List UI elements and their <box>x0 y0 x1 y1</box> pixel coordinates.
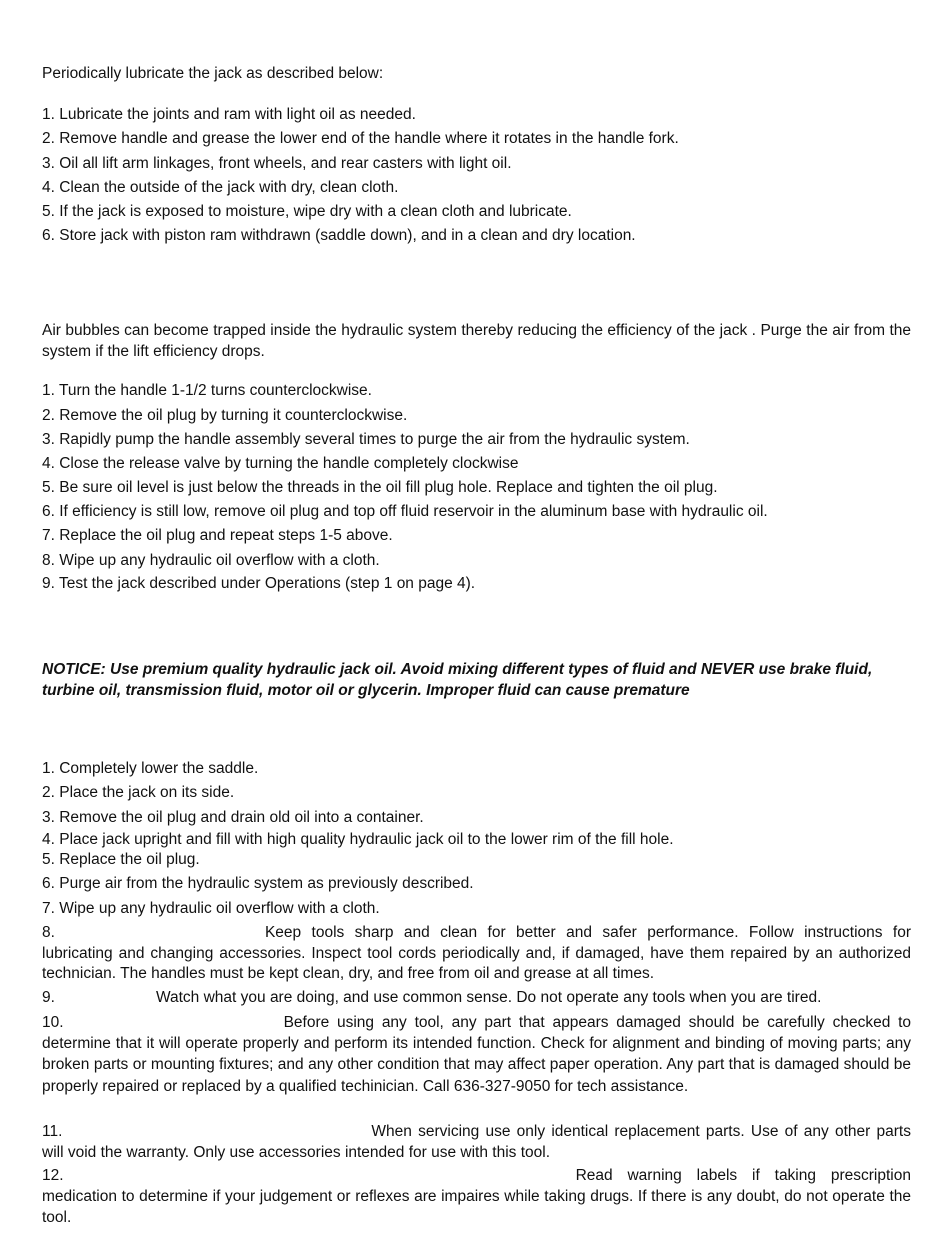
purge-step: 1. Turn the handle 1-1/2 turns counterclockwise. <box>42 382 372 399</box>
oil-change-step: 5. Replace the oil plug. <box>42 851 200 868</box>
lubrication-step: 1. Lubricate the joints and ram with light oil as needed. <box>42 106 416 123</box>
purge-step: 5. Be sure oil level is just below the threads in the oil fill plug hole. Replace and tighten the oil plug. <box>42 479 718 496</box>
purge-step: 6. If efficiency is still low, remove oil plug and top off fluid reservoir in the aluminum base with hydraulic oil. <box>42 503 768 520</box>
purge-step: 7. Replace the oil plug and repeat steps 1-5 above. <box>42 527 393 544</box>
safety-item-10 <box>42 1012 911 1097</box>
notice-text: NOTICE: Use premium quality hydraulic jack oil. Avoid mixing different types of fluid and NEVER use brake fluid, turbine oil, transmission fluid, motor oil or glycerin. Improper fluid can cause premature <box>42 661 873 699</box>
oil-change-step: 7. Wipe up any hydraulic oil overflow with a cloth. <box>42 900 380 917</box>
lubrication-step: 5. If the jack is exposed to moisture, wipe dry with a clean cloth and lubricate. <box>42 203 572 220</box>
safety-item-12 <box>42 1165 911 1228</box>
item-text: Read warning labels if taking prescription medication to determine if your judgement or reflexes are impaires while taking drugs. If there is any doubt, do not operate the tool. <box>42 1167 911 1226</box>
item-number: 8. <box>42 924 55 941</box>
lubrication-step: 4. Clean the outside of the jack with dry, clean cloth. <box>42 179 399 196</box>
oil-change-step: 1. Completely lower the saddle. <box>42 760 259 777</box>
oil-change-step: 6. Purge air from the hydraulic system as previously described. <box>42 875 474 892</box>
item-text: Watch what you are doing, and use common sense. Do not operate any tools when you are tired. <box>155 989 822 1006</box>
oil-change-step: 4. Place jack upright and fill with high quality hydraulic jack oil to the lower rim of the fill hole. <box>42 831 674 848</box>
purge-intro: Air bubbles can become trapped inside the hydraulic system thereby reducing the efficiency of the jack . Purge the air from the system if the lift efficiency drops. <box>42 322 911 360</box>
item-number: 9. <box>42 989 55 1006</box>
lubrication-intro: Periodically lubricate the jack as described below: <box>42 65 384 82</box>
item-text: When servicing use only identical replacement parts. Use of any other parts will void the warranty. Only use accessories intended for use with this tool. <box>42 1123 911 1161</box>
oil-change-step: 3. Remove the oil plug and drain old oil into a container. <box>42 809 424 826</box>
purge-step: 9. Test the jack described under Operations (step 1 on page 4). <box>42 575 476 592</box>
purge-step: 2. Remove the oil plug by turning it counterclockwise. <box>42 407 408 424</box>
item-number: 10. <box>42 1014 64 1031</box>
safety-item-9 <box>42 988 911 1008</box>
purge-step: 4. Close the release valve by turning the handle completely clockwise <box>42 455 519 472</box>
item-number: 12. <box>42 1167 64 1184</box>
safety-item-8 <box>42 923 911 985</box>
purge-step: 8. Wipe up any hydraulic oil overflow with a cloth. <box>42 552 380 569</box>
purge-step: 3. Rapidly pump the handle assembly several times to purge the air from the hydraulic system. <box>42 431 690 448</box>
lubrication-step: 3. Oil all lift arm linkages, front wheels, and rear casters with light oil. <box>42 155 512 172</box>
item-text: Keep tools sharp and clean for better and safer performance. Follow instructions for lubricating and changing accessories. Inspect tool cords periodically and, if damaged, have them repaired by an authorized technician. The handles must be kept clean, dry, and free from oil and grease at all times. <box>42 924 911 982</box>
oil-change-step: 2. Place the jack on its side. <box>42 784 235 801</box>
item-number: 11. <box>42 1123 63 1140</box>
lubrication-step: 6. Store jack with piston ram withdrawn (saddle down), and in a clean and dry location. <box>42 227 636 244</box>
safety-item-11 <box>42 1121 911 1163</box>
lubrication-step: 2. Remove handle and grease the lower end of the handle where it rotates in the handle fork. <box>42 130 679 147</box>
item-text: Before using any tool, any part that appears damaged should be carefully checked to determine that it will operate properly and perform its intended function. Check for alignment and binding of moving parts; any broken parts or mounting fixtures; and any other condition that may affect paper operation. Any part that is damaged should be properly repaired or replaced by a qualified techinician. Call 636-327-9050 for tech assistance. <box>42 1014 911 1095</box>
